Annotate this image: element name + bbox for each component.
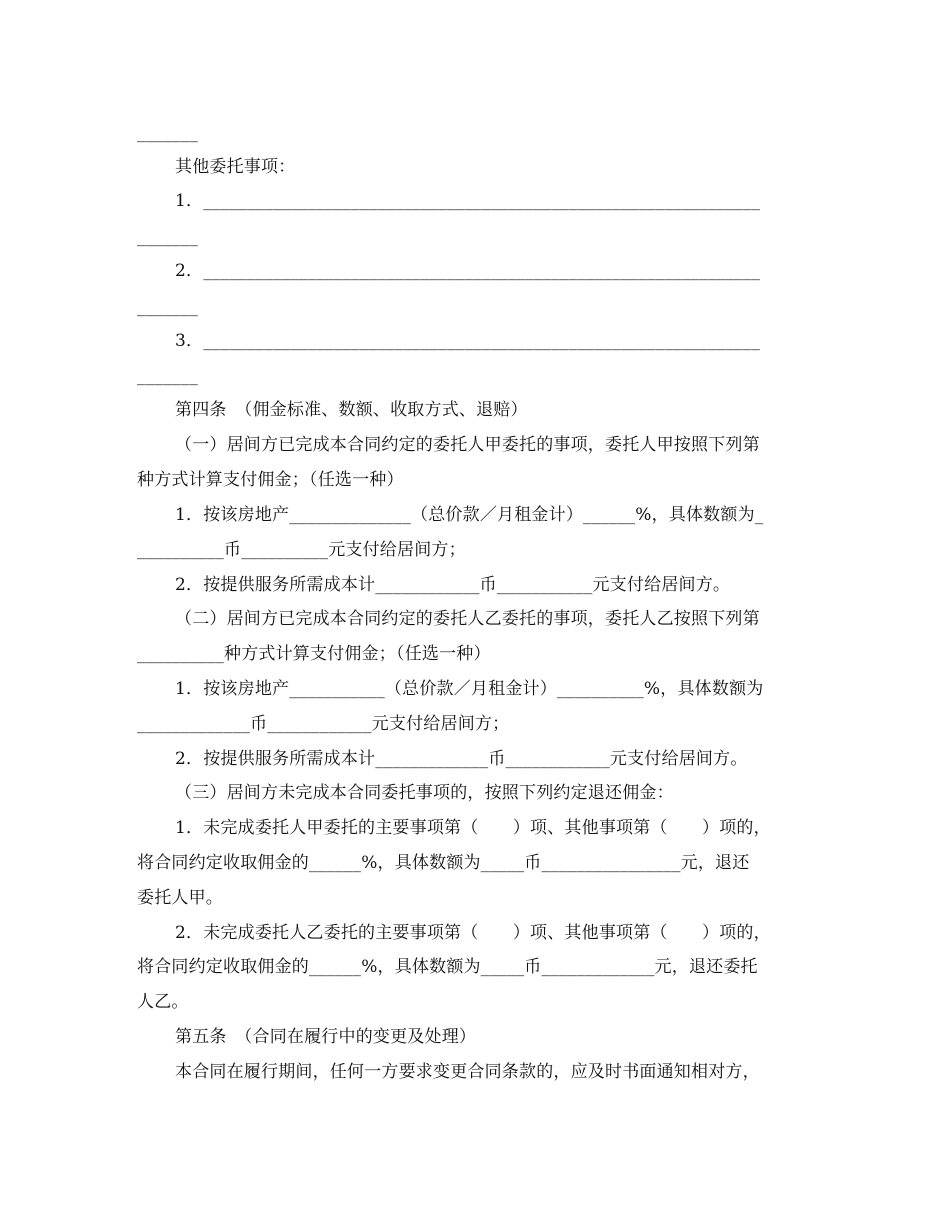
clause-1-text: （一）居间方已完成本合同约定的委托人甲委托的事项，委托人甲按照下列第 bbox=[175, 435, 760, 455]
clause-3-item-2-cont: 将合同约定收取佣金的______%，具体数额为_____币_____________元，退还委托 bbox=[137, 957, 758, 977]
clause-3-item-1-end: 委托人甲。 bbox=[137, 888, 223, 908]
blank-rule: _______ bbox=[137, 297, 198, 317]
other-matter-item-3: 3．________________________________________________________________ bbox=[175, 331, 761, 351]
blank-rule: _______ bbox=[137, 366, 198, 386]
clause-3-item-2: 2．未完成委托人乙委托的主要事项第（ ）项、其他事项第（ ）项的， bbox=[175, 923, 771, 943]
clause-1-option-1-cont: __________币__________元支付给居间方； bbox=[137, 540, 466, 560]
clause-2-text-cont: __________种方式计算支付佣金；（任选一种） bbox=[137, 644, 491, 664]
article-5-heading: 第五条 （合同在履行中的变更及处理） bbox=[175, 1027, 477, 1047]
other-matter-item-1: 1．________________________________________________________________ bbox=[175, 191, 761, 211]
clause-3-item-2-end: 人乙。 bbox=[137, 992, 189, 1012]
clause-2-text: （二）居间方已完成本合同约定的委托人乙委托的事项，委托人乙按照下列第 bbox=[175, 609, 760, 629]
clause-1-option-1: 1．按该房地产______________（总价款／月租金计）______%，具体数额为_ bbox=[175, 505, 764, 525]
article-5-text: 本合同在履行期间，任何一方要求变更合同条款的，应及时书面通知相对方， bbox=[175, 1062, 760, 1082]
clause-2-option-1: 1．按该房地产___________（总价款／月租金计）__________%，具体数额为 bbox=[175, 679, 764, 699]
clause-3-item-1: 1．未完成委托人甲委托的主要事项第（ ）项、其他事项第（ ）项的， bbox=[175, 818, 771, 838]
clause-2-option-1-cont: _____________币____________元支付给居间方； bbox=[137, 714, 510, 734]
clause-1-text-cont: 种方式计算支付佣金；（任选一种） bbox=[137, 470, 404, 490]
blank-rule: _______ bbox=[137, 227, 198, 247]
clause-2-option-2: 2．按提供服务所需成本计_____________币____________元支付给居间方。 bbox=[175, 749, 748, 769]
clause-3-item-1-cont: 将合同约定收取佣金的______%，具体数额为_____币________________元，退还 bbox=[137, 853, 750, 873]
other-matters-heading: 其他委托事项： bbox=[175, 157, 296, 177]
blank-rule: _______ bbox=[137, 123, 198, 143]
other-matter-item-2: 2．________________________________________________________________ bbox=[175, 261, 761, 281]
article-4-heading: 第四条 （佣金标准、数额、收取方式、退赔） bbox=[175, 400, 528, 420]
clause-3-text: （三）居间方未完成本合同委托事项的，按照下列约定退还佣金： bbox=[175, 783, 674, 803]
clause-1-option-2: 2．按提供服务所需成本计____________币___________元支付给居间方。 bbox=[175, 575, 731, 595]
